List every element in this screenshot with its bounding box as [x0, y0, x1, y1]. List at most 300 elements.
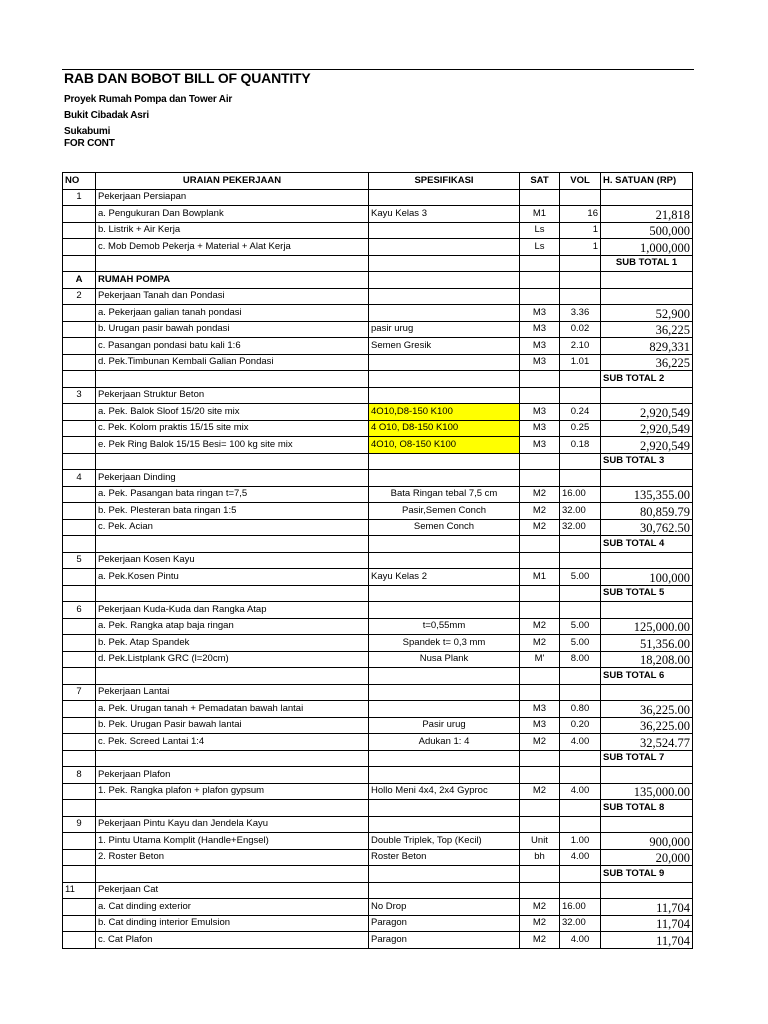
row-sat [520, 387, 560, 404]
row-sat: Ls [520, 239, 560, 256]
row-spesifikasi: t=0,55mm [369, 618, 520, 635]
row-vol [560, 684, 601, 701]
row-spesifikasi: Paragon [369, 932, 520, 949]
row-spesifikasi [369, 816, 520, 833]
row-no [63, 371, 96, 388]
row-spesifikasi [369, 866, 520, 883]
row-vol [560, 470, 601, 487]
row-vol [560, 387, 601, 404]
section-row [63, 602, 693, 619]
row-spesifikasi: pasir urug [369, 321, 520, 338]
subtotal-label: SUB TOTAL 5 [601, 585, 693, 602]
row-no [63, 800, 96, 817]
document-title: RAB DAN BOBOT BILL OF QUANTITY [64, 70, 311, 86]
table-row [63, 404, 693, 421]
row-spesifikasi [369, 305, 520, 322]
row-sat: M3 [520, 420, 560, 437]
table-row [63, 222, 693, 239]
row-uraian: d. Pek.Listplank GRC (l=20cm) [96, 651, 369, 668]
subtotal-label: SUB TOTAL 9 [601, 866, 693, 883]
row-spesifikasi [369, 602, 520, 619]
section-row [63, 816, 693, 833]
row-harga: 11,704 [601, 899, 693, 916]
row-uraian: a. Cat dinding exterior [96, 899, 369, 916]
row-spesifikasi [369, 371, 520, 388]
row-harga: 135,355.00 [601, 486, 693, 503]
row-spesifikasi [369, 552, 520, 569]
row-harga [601, 470, 693, 487]
row-no: 9 [63, 816, 96, 833]
subtotal-row [63, 750, 693, 767]
subtotal-row [63, 371, 693, 388]
row-no [63, 536, 96, 553]
table-row [63, 717, 693, 734]
row-uraian: c. Pasangan pondasi batu kali 1:6 [96, 338, 369, 355]
row-sat: M2 [520, 915, 560, 932]
row-sat [520, 189, 560, 206]
row-spesifikasi [369, 189, 520, 206]
row-no [63, 206, 96, 223]
row-spesifikasi: Pasir urug [369, 717, 520, 734]
row-no [63, 305, 96, 322]
subtotal-row [63, 668, 693, 685]
row-harga: 21,818 [601, 206, 693, 223]
row-vol: 2.10 [560, 338, 601, 355]
row-uraian [96, 453, 369, 470]
row-no: 6 [63, 602, 96, 619]
row-spesifikasi [369, 684, 520, 701]
row-harga: 2,920,549 [601, 437, 693, 454]
row-harga [601, 602, 693, 619]
row-no [63, 833, 96, 850]
row-harga [601, 816, 693, 833]
row-sat: M3 [520, 404, 560, 421]
subtotal-label: SUB TOTAL 8 [601, 800, 693, 817]
row-vol: 32.00 [560, 915, 601, 932]
subtotal-label: SUB TOTAL 6 [601, 668, 693, 685]
for-label: FOR CONT [64, 138, 115, 149]
row-vol: 0.25 [560, 420, 601, 437]
row-no [63, 915, 96, 932]
row-harga: 500,000 [601, 222, 693, 239]
row-uraian: b. Pek. Urugan Pasir bawah lantai [96, 717, 369, 734]
row-sat: M1 [520, 569, 560, 586]
row-sat: M1 [520, 206, 560, 223]
table-row [63, 354, 693, 371]
subtotal-label: SUB TOTAL 3 [601, 453, 693, 470]
row-sat: Ls [520, 222, 560, 239]
row-harga [601, 189, 693, 206]
row-no [63, 519, 96, 536]
row-vol [560, 536, 601, 553]
row-sat: M3 [520, 305, 560, 322]
row-uraian: 1. Pintu Utama Komplit (Handle+Engsel) [96, 833, 369, 850]
row-no [63, 486, 96, 503]
row-sat: M' [520, 651, 560, 668]
row-harga: 51,356.00 [601, 635, 693, 652]
row-uraian: a. Pek.Kosen Pintu [96, 569, 369, 586]
row-uraian [96, 371, 369, 388]
table-row [63, 783, 693, 800]
row-uraian: Pekerjaan Pintu Kayu dan Jendela Kayu [96, 816, 369, 833]
row-no: 11 [63, 882, 96, 899]
row-spesifikasi [369, 800, 520, 817]
row-uraian: Pekerjaan Kosen Kayu [96, 552, 369, 569]
row-vol: 8.00 [560, 651, 601, 668]
section-row [63, 882, 693, 899]
row-vol: 4.00 [560, 734, 601, 751]
table-header-row [63, 173, 693, 190]
row-no: 2 [63, 288, 96, 305]
row-no: 8 [63, 767, 96, 784]
row-spesifikasi [369, 222, 520, 239]
row-sat [520, 866, 560, 883]
row-uraian: c. Pek. Acian [96, 519, 369, 536]
subtotal-label: SUB TOTAL 4 [601, 536, 693, 553]
row-spesifikasi: 4 O10, D8-150 K100 [369, 420, 520, 437]
location-line-1: Bukit Cibadak Asri [64, 110, 149, 121]
row-spesifikasi [369, 701, 520, 718]
col-header-vol: VOL [560, 173, 601, 190]
row-vol: 4.00 [560, 783, 601, 800]
row-vol [560, 750, 601, 767]
row-uraian: c. Cat Plafon [96, 932, 369, 949]
table-row [63, 833, 693, 850]
row-sat: M3 [520, 338, 560, 355]
row-sat: M3 [520, 437, 560, 454]
row-uraian [96, 668, 369, 685]
row-spesifikasi [369, 453, 520, 470]
row-spesifikasi: 4O10,D8-150 K100 [369, 404, 520, 421]
boq-table [62, 172, 693, 949]
row-harga: 11,704 [601, 915, 693, 932]
row-uraian: b. Urugan pasir bawah pondasi [96, 321, 369, 338]
subtotal-row [63, 536, 693, 553]
row-no [63, 750, 96, 767]
row-sat: M2 [520, 618, 560, 635]
row-uraian: b. Listrik + Air Kerja [96, 222, 369, 239]
row-sat [520, 882, 560, 899]
row-no [63, 618, 96, 635]
row-no [63, 321, 96, 338]
row-uraian: d. Pek.Timbunan Kembali Galian Pondasi [96, 354, 369, 371]
row-vol [560, 552, 601, 569]
row-spesifikasi [369, 272, 520, 289]
row-no [63, 701, 96, 718]
table-row [63, 321, 693, 338]
row-sat [520, 255, 560, 272]
row-sat: M2 [520, 899, 560, 916]
row-no [63, 849, 96, 866]
row-vol: 1.00 [560, 833, 601, 850]
row-sat [520, 668, 560, 685]
row-uraian: b. Pek. Plesteran bata ringan 1:5 [96, 503, 369, 520]
table-row [63, 915, 693, 932]
row-no [63, 354, 96, 371]
row-uraian: Pekerjaan Kuda-Kuda dan Rangka Atap [96, 602, 369, 619]
row-vol: 5.00 [560, 569, 601, 586]
row-sat [520, 470, 560, 487]
row-sat: M2 [520, 519, 560, 536]
row-sat: Unit [520, 833, 560, 850]
row-uraian [96, 750, 369, 767]
row-sat [520, 800, 560, 817]
row-no [63, 569, 96, 586]
row-uraian [96, 536, 369, 553]
subtotal-row [63, 866, 693, 883]
row-no [63, 668, 96, 685]
table-row [63, 734, 693, 751]
row-uraian: c. Pek. Kolom praktis 15/15 site mix [96, 420, 369, 437]
section-row [63, 684, 693, 701]
row-sat [520, 552, 560, 569]
row-no [63, 866, 96, 883]
row-spesifikasi [369, 239, 520, 256]
subtotal-row [63, 800, 693, 817]
row-harga: 36,225.00 [601, 717, 693, 734]
row-harga: 100,000 [601, 569, 693, 586]
row-vol: 16.00 [560, 899, 601, 916]
row-no: 1 [63, 189, 96, 206]
subtotal-label: SUB TOTAL 1 [601, 255, 693, 272]
table-row [63, 519, 693, 536]
col-header-spesifikasi: SPESIFIKASI [369, 173, 520, 190]
row-spesifikasi: Roster Beton [369, 849, 520, 866]
group-row [63, 272, 693, 289]
row-sat: M3 [520, 717, 560, 734]
row-harga: 36,225.00 [601, 701, 693, 718]
row-sat [520, 684, 560, 701]
row-sat: M2 [520, 783, 560, 800]
row-spesifikasi: Nusa Plank [369, 651, 520, 668]
row-vol [560, 272, 601, 289]
row-spesifikasi: Paragon [369, 915, 520, 932]
section-row [63, 288, 693, 305]
row-no [63, 932, 96, 949]
row-uraian: a. Pekerjaan galian tanah pondasi [96, 305, 369, 322]
row-vol [560, 816, 601, 833]
row-uraian [96, 255, 369, 272]
row-spesifikasi: Adukan 1: 4 [369, 734, 520, 751]
row-sat: M3 [520, 354, 560, 371]
row-no [63, 717, 96, 734]
row-uraian: RUMAH POMPA [96, 272, 369, 289]
table-row [63, 338, 693, 355]
row-vol [560, 668, 601, 685]
row-spesifikasi [369, 767, 520, 784]
row-vol: 0.80 [560, 701, 601, 718]
row-spesifikasi [369, 288, 520, 305]
row-vol [560, 882, 601, 899]
subtotal-label: SUB TOTAL 2 [601, 371, 693, 388]
row-no [63, 404, 96, 421]
row-vol: 4.00 [560, 849, 601, 866]
row-spesifikasi: Pasir,Semen Conch [369, 503, 520, 520]
row-no: 5 [63, 552, 96, 569]
section-row [63, 470, 693, 487]
row-spesifikasi [369, 387, 520, 404]
row-uraian: Pekerjaan Tanah dan Pondasi [96, 288, 369, 305]
section-row [63, 767, 693, 784]
row-vol [560, 866, 601, 883]
row-harga: 36,225 [601, 321, 693, 338]
row-spesifikasi: Double Triplek, Top (Kecil) [369, 833, 520, 850]
table-row [63, 701, 693, 718]
row-spesifikasi: Kayu Kelas 3 [369, 206, 520, 223]
row-vol: 1 [560, 222, 601, 239]
row-harga: 1,000,000 [601, 239, 693, 256]
row-harga: 125,000.00 [601, 618, 693, 635]
row-uraian: Pekerjaan Dinding [96, 470, 369, 487]
table-row [63, 420, 693, 437]
table-row [63, 305, 693, 322]
row-spesifikasi [369, 882, 520, 899]
table-row [63, 618, 693, 635]
row-sat [520, 602, 560, 619]
row-uraian: Pekerjaan Persiapan [96, 189, 369, 206]
row-no [63, 503, 96, 520]
row-vol [560, 585, 601, 602]
row-uraian: a. Pek. Rangka atap baja ringan [96, 618, 369, 635]
row-sat: bh [520, 849, 560, 866]
row-spesifikasi: Semen Conch [369, 519, 520, 536]
row-uraian [96, 585, 369, 602]
row-harga: 2,920,549 [601, 420, 693, 437]
row-vol: 3.36 [560, 305, 601, 322]
row-uraian: Pekerjaan Plafon [96, 767, 369, 784]
table-row [63, 503, 693, 520]
row-harga [601, 552, 693, 569]
row-no: 3 [63, 387, 96, 404]
row-sat [520, 767, 560, 784]
row-spesifikasi [369, 585, 520, 602]
row-no [63, 338, 96, 355]
row-no [63, 222, 96, 239]
row-vol [560, 453, 601, 470]
row-sat: M2 [520, 932, 560, 949]
row-spesifikasi [369, 750, 520, 767]
row-spesifikasi: Kayu Kelas 2 [369, 569, 520, 586]
row-no [63, 635, 96, 652]
row-harga [601, 684, 693, 701]
row-vol: 4.00 [560, 932, 601, 949]
table-row [63, 437, 693, 454]
row-spesifikasi: Semen Gresik [369, 338, 520, 355]
subtotal-row [63, 453, 693, 470]
row-no [63, 585, 96, 602]
row-sat [520, 453, 560, 470]
row-uraian: Pekerjaan Lantai [96, 684, 369, 701]
table-row [63, 849, 693, 866]
row-harga: 52,900 [601, 305, 693, 322]
row-sat [520, 536, 560, 553]
row-no [63, 783, 96, 800]
row-uraian: 1. Pek. Rangka plafon + plafon gypsum [96, 783, 369, 800]
row-no: A [63, 272, 96, 289]
row-uraian: a. Pek. Balok Sloof 15/20 site mix [96, 404, 369, 421]
row-vol: 0.02 [560, 321, 601, 338]
row-sat: M2 [520, 635, 560, 652]
row-no [63, 437, 96, 454]
row-spesifikasi [369, 255, 520, 272]
row-harga: 80,859.79 [601, 503, 693, 520]
row-vol [560, 189, 601, 206]
row-harga [601, 272, 693, 289]
row-sat [520, 585, 560, 602]
row-uraian: e. Pek Ring Balok 15/15 Besi= 100 kg site mix [96, 437, 369, 454]
table-row [63, 651, 693, 668]
table-row [63, 635, 693, 652]
table-row [63, 486, 693, 503]
row-uraian: a. Pengukuran Dan Bowplank [96, 206, 369, 223]
row-uraian: a. Pek. Pasangan bata ringan t=7,5 [96, 486, 369, 503]
subtotal-row [63, 585, 693, 602]
row-spesifikasi [369, 668, 520, 685]
table-row [63, 206, 693, 223]
project-name: Proyek Rumah Pompa dan Tower Air [64, 94, 233, 105]
row-uraian: b. Cat dinding interior Emulsion [96, 915, 369, 932]
table-row [63, 569, 693, 586]
row-vol: 1.01 [560, 354, 601, 371]
row-harga: 18,208.00 [601, 651, 693, 668]
row-sat: M2 [520, 486, 560, 503]
row-uraian: c. Pek. Screed Lantai 1:4 [96, 734, 369, 751]
row-sat: M3 [520, 701, 560, 718]
row-uraian [96, 800, 369, 817]
row-harga: 20,000 [601, 849, 693, 866]
row-harga: 11,704 [601, 932, 693, 949]
row-no: 4 [63, 470, 96, 487]
row-spesifikasi [369, 470, 520, 487]
row-vol [560, 288, 601, 305]
row-harga: 30,762.50 [601, 519, 693, 536]
table-row [63, 932, 693, 949]
col-header-harga: H. SATUAN (RP) [601, 173, 693, 190]
subtotal-row [63, 255, 693, 272]
row-uraian: Pekerjaan Struktur Beton [96, 387, 369, 404]
row-no [63, 734, 96, 751]
row-uraian: c. Mob Demob Pekerja + Material + Alat Kerja [96, 239, 369, 256]
row-sat [520, 272, 560, 289]
row-harga: 2,920,549 [601, 404, 693, 421]
row-uraian: Pekerjaan Cat [96, 882, 369, 899]
row-vol: 5.00 [560, 618, 601, 635]
row-spesifikasi: Spandek t= 0,3 mm [369, 635, 520, 652]
col-header-sat: SAT [520, 173, 560, 190]
subtotal-label: SUB TOTAL 7 [601, 750, 693, 767]
row-spesifikasi: Bata Ringan tebal 7,5 cm [369, 486, 520, 503]
row-spesifikasi [369, 354, 520, 371]
section-row [63, 189, 693, 206]
row-vol [560, 371, 601, 388]
row-harga: 829,331 [601, 338, 693, 355]
row-vol: 0.18 [560, 437, 601, 454]
row-sat: M3 [520, 321, 560, 338]
row-vol: 32.00 [560, 503, 601, 520]
row-harga [601, 387, 693, 404]
col-header-no: NO [63, 173, 96, 190]
row-sat [520, 750, 560, 767]
row-vol [560, 800, 601, 817]
row-harga: 900,000 [601, 833, 693, 850]
row-no [63, 255, 96, 272]
table-row [63, 899, 693, 916]
row-harga [601, 882, 693, 899]
row-uraian: b. Pek. Atap Spandek [96, 635, 369, 652]
row-harga [601, 288, 693, 305]
row-vol: 16 [560, 206, 601, 223]
row-vol [560, 602, 601, 619]
